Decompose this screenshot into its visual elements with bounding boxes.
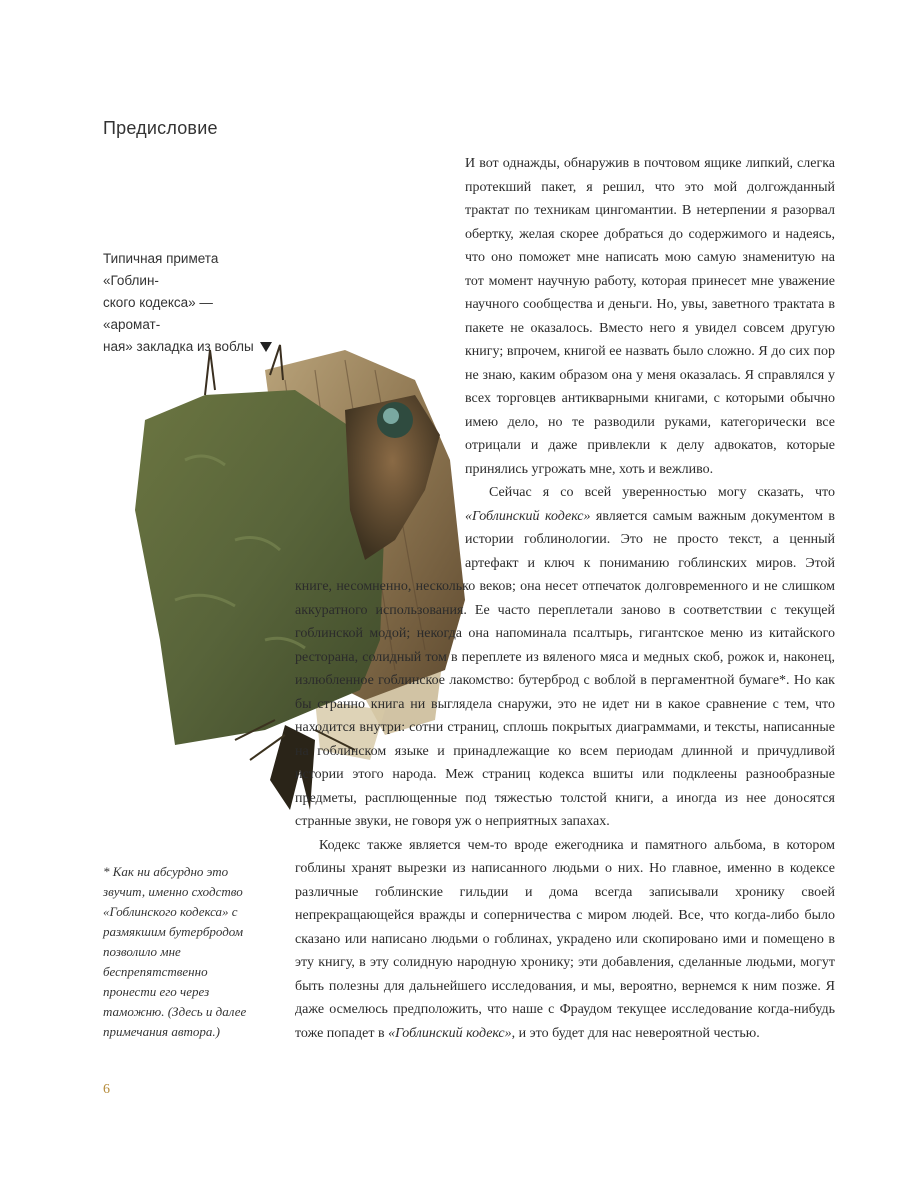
paragraph-text: является самым важным документом в истории гоблинологии. Это не просто текст, а ценный артефакт и ключ к пониманию гоблинских миров. Этой книге, несомненно, несколько веков; она несет отпечаток долговременного и не слишком аккуратного использования. Ее часто переплетали заново в соответствии с текущей гоблинской модой; некогда она напоминала псалтырь, гигантское меню из китайского ресторана, солидный том в переплете из вяленого мяса и медных скоб, рожок и, наконец, излюбленное гоблинское лакомство: бутерброд с воблой в пергаментной бумаге*. Но как бы странно книга ни выглядела снаружи, это не идет ни в какое сравнение с тем, что находится внутри: сотни страниц, сплошь покрытых диаграммами, и тексты, написанные на гоблинском языке и принадлежащие ко всем периодам длинной и причудливой истории этого народа. Меж страниц кодекса вшиты или подклеены разнообразные предметы, расплющенные под тяжестью толстой книги, а иногда из нее доносятся странные звуки, не говоря уж о неприятных запахах. (295, 508, 835, 829)
paragraph (295, 834, 835, 1046)
main-body-text (295, 152, 835, 1045)
caption-line: ского кодекса» — «аромат- (103, 295, 213, 332)
caption-line: Типичная примета «Гоблин- (103, 251, 219, 288)
page-number: 6 (103, 1082, 110, 1097)
codex-title-italic: «Гоблинский кодекс» (465, 508, 591, 524)
paragraph-text: Кодекс также является чем-то вроде ежегодника и памятного альбома, в котором гоблины хранят вырезки из написанного людьми о них. Но главное, именно в кодексе различные гоблинские гильдии и дома всегда записывали хронику своей непрекращающейся вражды и соперничества с миром людей. Все, что когда-либо было сказано или написано людьми о гоблинах, украдено или скопировано ими и помещено в эту книгу, в эту солидную народную хронику; эти добавления, сделанные людьми, могут быть полезны для дальнейшего исследования, и мы, вероятно, вернемся к ним позже. Я даже осмелюсь предположить, что наше с Фраудом текущее исследование когда-нибудь тоже попадет в (295, 837, 835, 1041)
paragraph-text: Сейчас я со всей уверенностью могу сказать, что (489, 485, 835, 500)
codex-title-italic: «Гоблинский кодекс» (388, 1025, 512, 1041)
section-title: Предисловие (103, 118, 218, 138)
caption-text: ная» закладка из воблы (103, 339, 254, 354)
image-wrap-spacer (295, 328, 465, 568)
paragraph: И вот однажды, обнаружив в почтовом ящике липкий, слегка протекший пакет, я решил, что это мой долгожданный трактат по техникам цингомантии. В нетерпении я разорвал обертку, желая скорее добраться до содержимого и надеясь, что оно поможет мне написать мою самую знаменитую на тот момент научную работу, которая принесет мне уважение научного сообщества и деньги. Но, увы, заветного трактата в пакете не оказалось. Вместо него я увидел совсем другую книгу; впрочем, книгой ее назвать было сложно. Я до сих пор не знаю, каким образом она у меня оказалась. Я справлялся у всех торговцев антикварными книгами, с которыми обычно имею дело, но те разводили руками, категорически все отрицали и даже привлекли к делу адвокатов, которые принялись угрожать мне, хоть и вежливо. (465, 156, 835, 477)
paragraph-text: , и это будет для нас невероятной честью. (511, 1025, 760, 1041)
footnote: * Как ни абсурдно это звучит, именно сходство «Гоблинского кодекса» с размякшим бутербродом позволило мне беспрепятственно пронести его через таможню. (Здесь и далее примечания автора.) (103, 864, 247, 1039)
